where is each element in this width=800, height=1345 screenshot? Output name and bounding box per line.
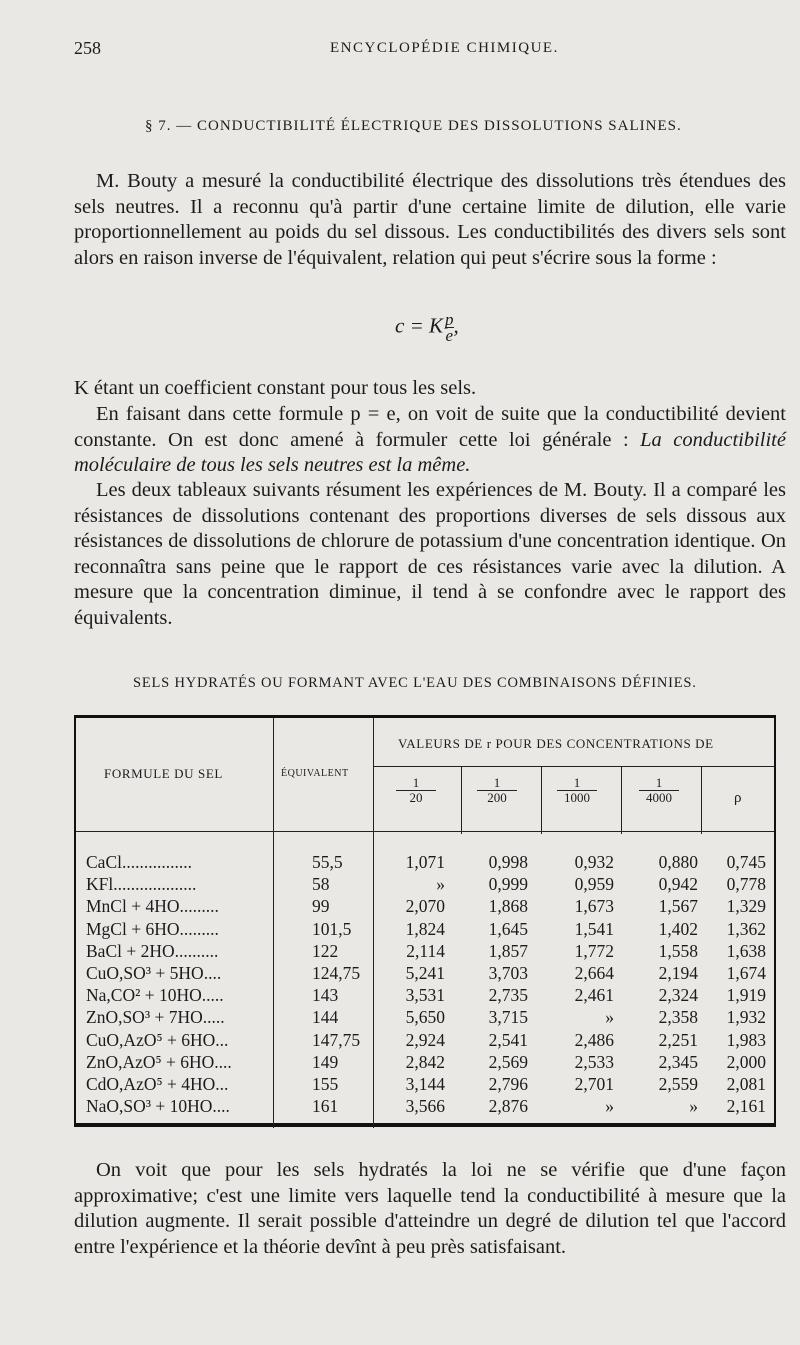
- cell-value: 0,959: [574, 874, 614, 895]
- paragraph-coefficient: K étant un coefficient constant pour tous les sels.: [74, 377, 477, 399]
- table-row: [76, 984, 774, 1006]
- table-row: [76, 940, 774, 962]
- header-rule: [373, 766, 774, 767]
- cell-value: 1,541: [574, 918, 614, 939]
- cell-value: 0,999: [488, 874, 528, 895]
- cell-value: 1,674: [726, 962, 766, 983]
- table-row: [76, 1051, 774, 1073]
- cell-equivalent: 58: [312, 874, 330, 895]
- cell-value: 3,144: [405, 1073, 445, 1094]
- cell-value: 2,461: [574, 985, 614, 1006]
- cell-value: 2,541: [488, 1029, 528, 1050]
- cell-equivalent: 144: [312, 1007, 339, 1028]
- cell-value: 2,569: [488, 1051, 528, 1072]
- cell-formula: MgCl + 6HO.........: [86, 918, 219, 939]
- cell-value: 0,778: [726, 874, 766, 895]
- cell-value: 1,071: [405, 852, 445, 872]
- cell-value: 1,329: [726, 896, 766, 917]
- cell-value: 1,983: [726, 1029, 766, 1050]
- cell-value: 1,857: [488, 940, 528, 961]
- paragraph-law: [74, 402, 786, 479]
- cell-equivalent: 161: [312, 1096, 339, 1117]
- header-fraction-1000: [557, 776, 597, 805]
- cell-value: 1,645: [488, 918, 528, 939]
- cell-value: 3,715: [488, 1007, 528, 1028]
- cell-equivalent: 149: [312, 1051, 339, 1072]
- cell-value: 1,567: [658, 896, 698, 917]
- fraction-numerator: 1: [396, 776, 436, 791]
- cell-equivalent: 122: [312, 940, 339, 961]
- cell-value: 1,932: [726, 1007, 766, 1028]
- cell-value: 2,345: [658, 1051, 698, 1072]
- fraction-numerator: 1: [557, 776, 597, 791]
- cell-value: 2,842: [405, 1051, 445, 1072]
- fraction-numerator: 1: [477, 776, 517, 791]
- cell-value: 2,701: [574, 1073, 614, 1094]
- cell-equivalent: 99: [312, 896, 330, 917]
- col-divider: [701, 766, 702, 834]
- header-fraction-20: [396, 776, 436, 805]
- col-divider: [541, 766, 542, 834]
- cell-value: »: [689, 1096, 698, 1117]
- table-row: [76, 873, 774, 895]
- cell-value: 3,703: [488, 962, 528, 983]
- cell-value: 2,081: [726, 1073, 766, 1094]
- header-fraction-200: [477, 776, 517, 805]
- cell-value: 2,486: [574, 1029, 614, 1050]
- cell-value: 1,362: [726, 918, 766, 939]
- cell-equivalent: 155: [312, 1073, 339, 1094]
- cell-value: 2,161: [726, 1096, 766, 1117]
- cell-formula: MnCl + 4HO.........: [86, 896, 219, 917]
- fraction-denominator: 20: [409, 790, 423, 805]
- cell-value: 1,772: [574, 940, 614, 961]
- cell-value: 2,924: [405, 1029, 445, 1050]
- fraction-denominator: 4000: [646, 790, 672, 805]
- cell-formula: KFl...................: [86, 874, 197, 895]
- cell-formula: ZnO,AzO⁵ + 6HO....: [86, 1051, 232, 1072]
- cell-value: 1,638: [726, 940, 766, 961]
- cell-value: 1,558: [658, 940, 698, 961]
- cell-value: 0,942: [658, 874, 698, 895]
- cell-value: 1,824: [405, 918, 445, 939]
- formula-fraction: [445, 312, 454, 343]
- cell-formula: NaO,SO³ + 10HO....: [86, 1096, 230, 1117]
- cell-equivalent: 124,75: [312, 962, 361, 983]
- cell-value: 2,664: [574, 962, 614, 983]
- col-divider: [461, 766, 462, 834]
- formula-lhs: c = K: [395, 313, 443, 338]
- cell-value: 2,324: [658, 985, 698, 1006]
- cell-value: »: [605, 1007, 614, 1028]
- section-title: § 7. — CONDUCTIBILITÉ ÉLECTRIQUE DES DISSOLUTIONS SALINES.: [145, 118, 682, 134]
- cell-value: 2,358: [658, 1007, 698, 1028]
- cell-equivalent: 147,75: [312, 1029, 361, 1050]
- cell-formula: CdO,AzO⁵ + 4HO...: [86, 1073, 229, 1094]
- col-divider: [621, 766, 622, 834]
- cell-value: 2,876: [488, 1096, 528, 1117]
- fraction-denominator: 1000: [564, 790, 590, 805]
- cell-value: 1,673: [574, 896, 614, 917]
- cell-value: 2,251: [658, 1029, 698, 1050]
- table-row: [76, 895, 774, 917]
- cell-equivalent: 143: [312, 985, 339, 1006]
- formula-numerator: p: [445, 310, 454, 329]
- header-fraction-4000: [639, 776, 679, 805]
- cell-value: 1,402: [658, 918, 698, 939]
- cell-value: 2,000: [726, 1051, 766, 1072]
- paragraph-intro: M. Bouty a mesuré la conductibilité électrique des dissolutions très étendues des sels neutres. Il a reconnu qu'à partir d'une certaine limite de dilution, elle varie proportionnellement au poids du sel dissous. Les conductibilités des divers sels sont alors en raison inverse de l'équivalent, relation qui peut s'écrire sous la forme :: [74, 170, 786, 269]
- cell-value: 2,533: [574, 1051, 614, 1072]
- cell-formula: BaCl + 2HO..........: [86, 940, 219, 961]
- header-values: VALEURS DE r POUR DES CONCENTRATIONS DE: [398, 736, 714, 751]
- cell-value: 2,735: [488, 985, 528, 1006]
- table-body: [76, 851, 774, 1117]
- cell-value: 1,919: [726, 985, 766, 1006]
- cell-value: 1,868: [488, 896, 528, 917]
- paragraph-law-text: En faisant dans cette formule p = e, on voit de suite que la conductibilité devient constante. On est donc amené à formuler cette loi générale :: [74, 403, 786, 451]
- fraction-numerator: 1: [639, 776, 679, 791]
- cell-formula: CuO,AzO⁵ + 6HO...: [86, 1029, 229, 1050]
- table-row: [76, 918, 774, 940]
- paragraph-law-emphasis: La conductibilité moléculaire de tous les sels neutres est la même.: [74, 428, 786, 476]
- cell-equivalent: 55,5: [312, 852, 343, 872]
- table-row: [76, 1029, 774, 1051]
- page-number: 258: [74, 38, 101, 58]
- cell-value: 3,531: [405, 985, 445, 1006]
- cell-value: 2,114: [406, 940, 445, 961]
- cell-formula: Na,CO² + 10HO.....: [86, 985, 224, 1006]
- cell-formula: ZnO,SO³ + 7HO.....: [86, 1007, 225, 1028]
- header-equivalent: ÉQUIVALENT: [281, 768, 349, 779]
- header-rho: ρ: [734, 790, 743, 806]
- running-title: ENCYCLOPÉDIE CHIMIQUE.: [330, 40, 559, 56]
- table-row: [76, 1095, 774, 1117]
- table-row: [76, 1006, 774, 1028]
- cell-value: 2,194: [658, 962, 698, 983]
- cell-value: 2,070: [405, 896, 445, 917]
- cell-value: 0,745: [726, 852, 766, 872]
- table-row: [76, 962, 774, 984]
- formula-tail: ,: [453, 313, 459, 338]
- table-row: [76, 851, 774, 873]
- cell-value: »: [436, 874, 445, 895]
- table-row: [76, 1073, 774, 1095]
- cell-value: 0,998: [488, 852, 528, 872]
- cell-value: 5,650: [405, 1007, 445, 1028]
- paragraph-tables-intro: Les deux tableaux suivants résument les expériences de M. Bouty. Il a comparé les résistances de dissolutions contenant des proportions diverses de sels dissous aux résistances de dissolutions de chlorure de potassium d'une concentration identique. On reconnaîtra sans peine que le rapport de ces résistances varie avec la dilution. A mesure que la concentration diminue, il tend à se confondre avec le rapport des équivalents.: [74, 479, 786, 629]
- paragraph-conclusion: On voit que pour les sels hydratés la loi ne se vérifie que d'une façon approximative; c'est une limite vers laquelle tend la conductibilité à mesure que la dilution augmente. Il serait possible d'atteindre un degré de dilution tel que l'accord entre l'expérience et la théorie devînt à peu près satisfaisant.: [74, 1159, 786, 1258]
- formula-denominator: e: [445, 326, 454, 345]
- data-table: [74, 715, 776, 1127]
- cell-formula: CaCl................: [86, 852, 192, 872]
- cell-value: 0,880: [658, 852, 698, 872]
- table-caption: SELS HYDRATÉS OU FORMANT AVEC L'EAU DES COMBINAISONS DÉFINIES.: [133, 675, 697, 691]
- cell-value: 5,241: [405, 962, 445, 983]
- formula: [395, 312, 459, 343]
- cell-formula: CuO,SO³ + 5HO....: [86, 962, 222, 983]
- header-bottom-rule: [76, 831, 774, 832]
- cell-value: 2,559: [658, 1073, 698, 1094]
- cell-value: »: [605, 1096, 614, 1117]
- cell-value: 0,932: [574, 852, 614, 872]
- cell-equivalent: 101,5: [312, 918, 352, 939]
- cell-value: 2,796: [488, 1073, 528, 1094]
- fraction-denominator: 200: [487, 790, 507, 805]
- header-formula: FORMULE DU SEL: [104, 766, 223, 781]
- cell-value: 3,566: [405, 1096, 445, 1117]
